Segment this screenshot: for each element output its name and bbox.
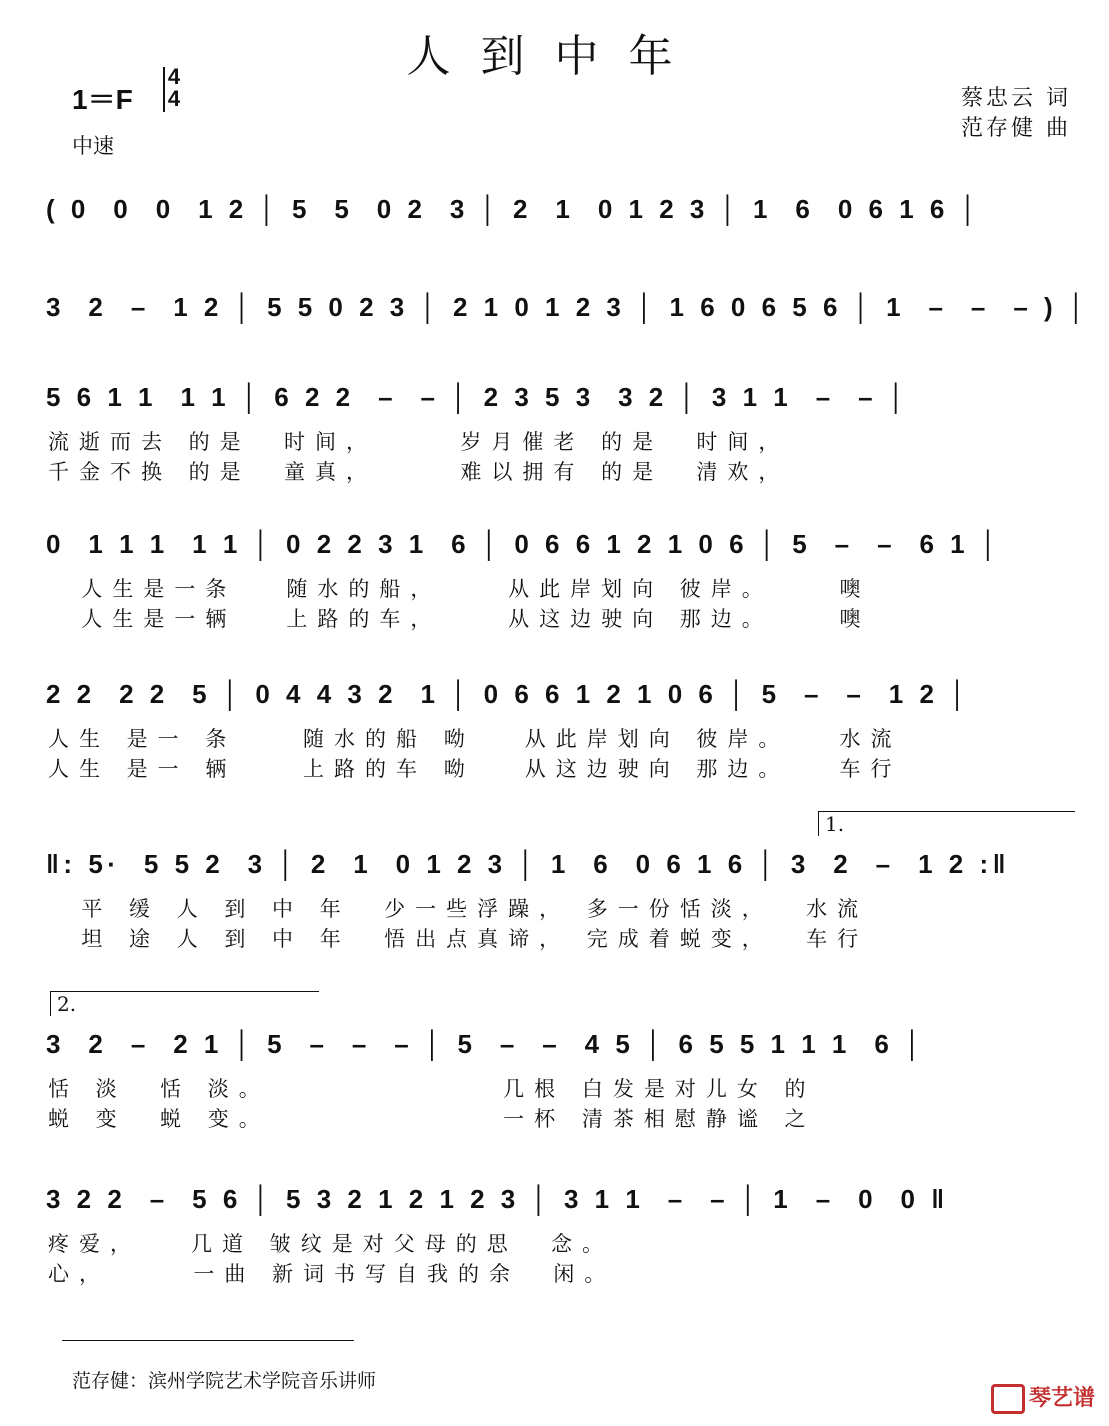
volta-bracket: 2. bbox=[50, 991, 319, 1016]
watermark-text: 琴艺谱 bbox=[1028, 1386, 1095, 1411]
time-numerator: 4 bbox=[167, 64, 181, 89]
staff-row bbox=[0, 1180, 1109, 1300]
lyrics-verse-1: 人生是一条 随水的船， 从此岸划向 彼岸。 噢 bbox=[48, 577, 871, 601]
time-signature bbox=[163, 66, 185, 110]
lyrics-verse-2: 心， 一曲 新词书写自我的余 闲。 bbox=[48, 1262, 616, 1286]
notation-line: 0 1 1 1 1 1 │ 0 2 2 3 1 6 │ 0 6 6 1 2 1 0 6 │ 5 – – 6 1 │ bbox=[46, 529, 1002, 559]
lyrics-verse-2: 千金不换 的是 童真， 难以拥有 的是 清欢， bbox=[48, 460, 790, 484]
credits bbox=[961, 84, 1071, 144]
page-title: 人到中年 bbox=[406, 31, 703, 82]
volta-bracket: 1. bbox=[818, 811, 1075, 836]
staff-row bbox=[0, 675, 1109, 795]
notation-line: 3 2 2 – 5 6 │ 5 3 2 1 2 1 2 3 │ 3 1 1 – – │ 1 – 0 0 ‖ bbox=[46, 1184, 949, 1214]
lyrics-verse-1: 流逝而去 的是 时间， 岁月催老 的是 时间， bbox=[48, 430, 790, 454]
lyrics-verse-1: 人生 是一 条 随水的船 呦 从此岸划向 彼岸。 水流 bbox=[48, 727, 902, 751]
lyricist: 蔡忠云 词 bbox=[961, 86, 1071, 111]
lyrics-verse-1 bbox=[48, 336, 1063, 366]
notation-line: 5 6 1 1 1 1 │ 6 2 2 – – │ 2 3 5 3 3 2 │ 3 1 1 – – │ bbox=[46, 382, 910, 412]
footnote-rule bbox=[62, 1340, 354, 1341]
staff-row bbox=[0, 378, 1109, 498]
staff-row bbox=[0, 992, 1109, 1145]
time-divider bbox=[163, 67, 165, 112]
tempo-marking: 中速 bbox=[72, 134, 114, 158]
lyrics-verse-1 bbox=[48, 238, 1063, 268]
notation-line: ‖: 5· 5 5 2 3 │ 2 1 0 1 2 3 │ 1 6 0 6 1 6 │ 3 2 – 1 2 :‖ bbox=[46, 849, 1011, 879]
lyrics-verse-2: 人生是一辆 上路的车， 从这边驶向 那边。 噢 bbox=[48, 607, 871, 631]
watermark-logo bbox=[991, 1381, 1095, 1414]
lyrics-verse-2: 坦 途 人 到 中 年 悟出点真谛， 完成着蜕变， 车行 bbox=[48, 927, 869, 951]
notation-line: ( 0 0 0 1 2 │ 5 5 0 2 3 │ 2 1 0 1 2 3 │ 1 6 0 6 1 6 │ bbox=[46, 194, 982, 224]
time-denominator: 4 bbox=[167, 86, 181, 111]
staff-row bbox=[0, 525, 1109, 645]
lyrics-verse-2: 人生 是一 辆 上路的车 呦 从这边驶向 那边。 车行 bbox=[48, 757, 902, 781]
composer: 范存健 曲 bbox=[961, 116, 1071, 141]
lyrics-verse-1: 恬 淡 恬 淡。 几根 白发是对儿女 的 bbox=[48, 1077, 816, 1101]
lyrics-verse-2: 蜕 变 蜕 变。 一杯 清茶相慰静谧 之 bbox=[48, 1107, 816, 1131]
key-signature: 1＝F bbox=[72, 84, 133, 115]
lyrics-verse-1: 疼爱， 几道 皱纹是对父母的思 念。 bbox=[48, 1232, 614, 1256]
logo-icon bbox=[991, 1384, 1025, 1414]
notation-line: 3 2 – 2 1 │ 5 – – – │ 5 – – 4 5 │ 6 5 5 1 1 1 6 │ bbox=[46, 1029, 926, 1059]
notation-line: 3 2 – 1 2 │ 5 5 0 2 3 │ 2 1 0 1 2 3 │ 1 6 0 6 5 6 │ 1 – – – ) │ bbox=[46, 292, 1090, 322]
lyrics-verse-1: 平 缓 人 到 中 年 少一些浮躁， 多一份恬淡， 水流 bbox=[48, 897, 869, 921]
staff-row bbox=[0, 812, 1109, 965]
notation-line: 2 2 2 2 5 │ 0 4 4 3 2 1 │ 0 6 6 1 2 1 0 6 │ 5 – – 1 2 │ bbox=[46, 679, 971, 709]
footnote: 范存健：滨州学院艺术学院音乐讲师 bbox=[72, 1370, 377, 1392]
